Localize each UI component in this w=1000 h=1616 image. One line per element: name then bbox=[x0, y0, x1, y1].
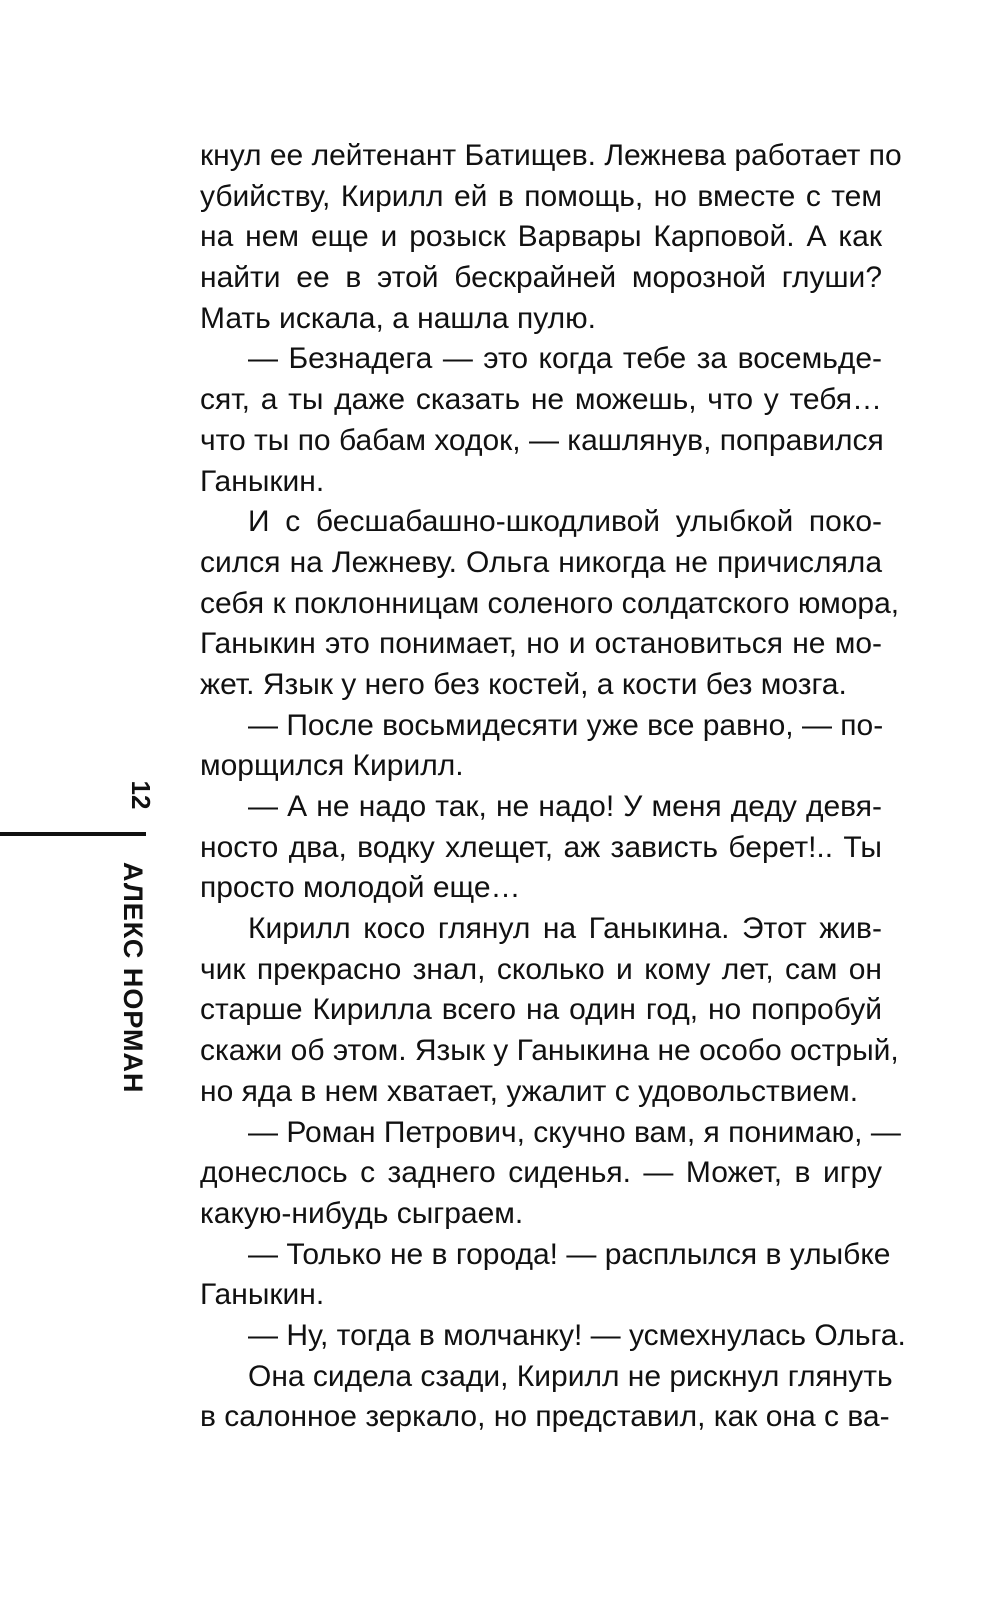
text-line: старше Кирилла всего на один год, но попробуй bbox=[200, 993, 882, 1027]
text-line: — А не надо так, не надо! У меня деду девя- bbox=[248, 790, 882, 823]
text-line: чик прекрасно знал, сколько и кому лет, сам он bbox=[200, 952, 882, 986]
page-number: 12 bbox=[126, 780, 156, 810]
text-line: Ганыкин это понимает, но и остановиться не мо- bbox=[200, 627, 882, 661]
text-line: донеслось с заднего сиденья. — Может, в игру bbox=[200, 1156, 882, 1190]
text-line: Она сидела сзади, Кирилл не рискнул глянуть bbox=[248, 1359, 893, 1393]
text-line: найти ее в этой бескрайней морозной глуши? bbox=[200, 261, 882, 295]
text-line: — После восьмидесяти уже все равно, — по- bbox=[248, 708, 884, 742]
text-line: — Ну, тогда в молчанку! — усмехнулась Ольга. bbox=[248, 1318, 906, 1352]
text-line: что ты по бабам ходок, — кашлянув, поправился bbox=[200, 423, 884, 457]
text-line: Мать искала, а нашла пулю. bbox=[200, 301, 596, 335]
text-line: себя к поклонницам соленого солдатского юмора, bbox=[200, 586, 900, 620]
text-line: сят, а ты даже сказать не можешь, что у тебя… bbox=[200, 383, 882, 417]
text-line: убийству, Кирилл ей в помощь, но вместе с тем bbox=[200, 179, 882, 213]
text-line: И с бесшабашно-шкодливой улыбкой поко- bbox=[248, 505, 882, 539]
text-line: жет. Язык у него без костей, а кости без мозга. bbox=[200, 667, 847, 701]
text-line: на нем еще и розыск Варвары Карповой. А как bbox=[200, 220, 882, 254]
text-line: морщился Кирилл. bbox=[200, 749, 464, 783]
text-line: какую-нибудь сыграем. bbox=[200, 1196, 524, 1230]
text-line: — Безнадега — это когда тебе за восемьде- bbox=[248, 342, 882, 376]
text-line: в салонное зеркало, но представил, как она с ва- bbox=[200, 1400, 890, 1434]
author-name: АЛЕКС НОРМАН bbox=[118, 862, 148, 1094]
text-line: сился на Лежневу. Ольга никогда не причисляла bbox=[200, 545, 882, 579]
text-line: Кирилл косо глянул на Ганыкина. Этот жив- bbox=[248, 912, 882, 946]
text-line: но яда в нем хватает, ужалит с удовольствием. bbox=[200, 1074, 859, 1108]
body-text bbox=[200, 136, 906, 1438]
text-line: Ганыкин. bbox=[200, 464, 325, 498]
text-line: Ганыкин. bbox=[200, 1278, 325, 1312]
margin-rule bbox=[0, 832, 146, 836]
text-line: скажи об этом. Язык у Ганыкина не особо острый, bbox=[200, 1034, 899, 1068]
text-line: просто молодой еще… bbox=[200, 871, 521, 905]
text-line: кнул ее лейтенант Батищев. Лежнева работает по bbox=[200, 139, 902, 172]
text-line: — Только не в города! — расплылся в улыбке bbox=[248, 1237, 891, 1271]
text-line: — Роман Петрович, скучно вам, я понимаю, — bbox=[248, 1115, 901, 1149]
text-line: носто два, водку хлещет, аж зависть берет!.. Ты bbox=[200, 830, 882, 864]
